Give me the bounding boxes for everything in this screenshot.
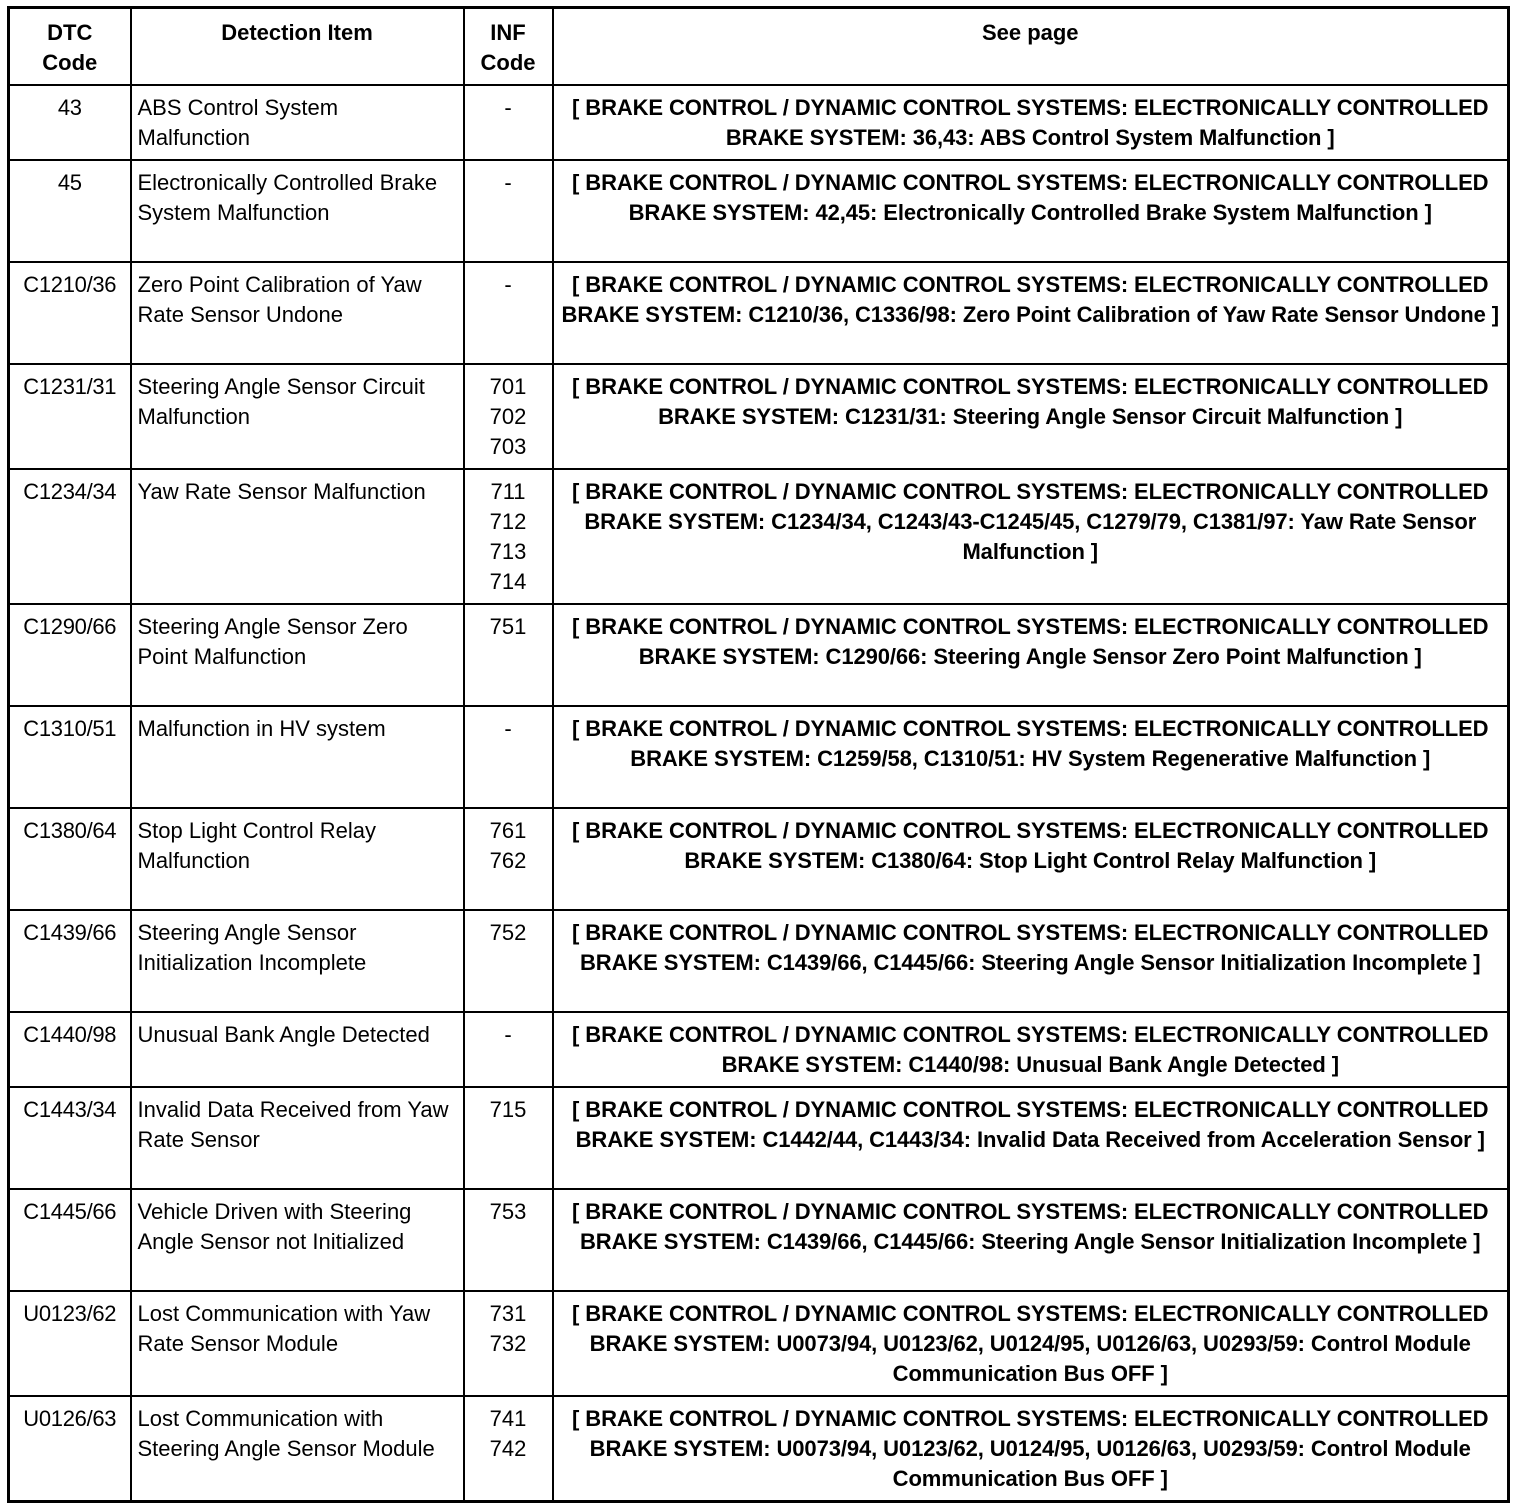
table-row <box>9 808 1509 910</box>
detection-item-cell: Steering Angle Sensor Circuit Malfunction <box>131 364 464 469</box>
dtc-code-cell: 45 <box>9 160 131 262</box>
inf-code-cell: 752 <box>464 910 553 1012</box>
inf-code-cell: 701 702 703 <box>464 364 553 469</box>
detection-item-cell: Steering Angle Sensor Initialization Incomplete <box>131 910 464 1012</box>
table-row <box>9 1396 1509 1502</box>
table-row <box>9 262 1509 364</box>
detection-item-cell: Lost Communication with Steering Angle Sensor Module <box>131 1396 464 1502</box>
detection-item-cell: Vehicle Driven with Steering Angle Sensor not Initialized <box>131 1189 464 1291</box>
detection-item-cell: Electronically Controlled Brake System Malfunction <box>131 160 464 262</box>
see-page-cell[interactable]: [ BRAKE CONTROL / DYNAMIC CONTROL SYSTEMS: ELECTRONICALLY CONTROLLED BRAKE SYSTEM: C1440/98: Unusual Bank Angle Detected ] <box>553 1012 1509 1087</box>
see-page-cell[interactable]: [ BRAKE CONTROL / DYNAMIC CONTROL SYSTEMS: ELECTRONICALLY CONTROLLED BRAKE SYSTEM: 36,43: ABS Control System Malfunction ] <box>553 85 1509 160</box>
see-page-cell[interactable]: [ BRAKE CONTROL / DYNAMIC CONTROL SYSTEMS: ELECTRONICALLY CONTROLLED BRAKE SYSTEM: 42,45: Electronically Controlled Brake System Malfunction ] <box>553 160 1509 262</box>
header-dtc-code: DTC Code <box>9 8 131 86</box>
table-row <box>9 160 1509 262</box>
inf-code-cell: 715 <box>464 1087 553 1189</box>
inf-code-cell: - <box>464 1012 553 1087</box>
detection-item-cell: ABS Control System Malfunction <box>131 85 464 160</box>
table-row <box>9 469 1509 604</box>
table-row <box>9 85 1509 160</box>
see-page-cell[interactable]: [ BRAKE CONTROL / DYNAMIC CONTROL SYSTEMS: ELECTRONICALLY CONTROLLED BRAKE SYSTEM: U0073/94, U0123/62, U0124/95, U0126/63, U0293/59: Control Module Communication Bus OFF ] <box>553 1396 1509 1502</box>
detection-item-cell: Lost Communication with Yaw Rate Sensor Module <box>131 1291 464 1396</box>
see-page-cell[interactable]: [ BRAKE CONTROL / DYNAMIC CONTROL SYSTEMS: ELECTRONICALLY CONTROLLED BRAKE SYSTEM: C1439/66, C1445/66: Steering Angle Sensor Initialization Incomplete ] <box>553 910 1509 1012</box>
inf-code-cell: 753 <box>464 1189 553 1291</box>
header-row <box>9 8 1509 86</box>
see-page-cell[interactable]: [ BRAKE CONTROL / DYNAMIC CONTROL SYSTEMS: ELECTRONICALLY CONTROLLED BRAKE SYSTEM: C1259/58, C1310/51: HV System Regenerative Malfunction ] <box>553 706 1509 808</box>
see-page-cell[interactable]: [ BRAKE CONTROL / DYNAMIC CONTROL SYSTEMS: ELECTRONICALLY CONTROLLED BRAKE SYSTEM: C1442/44, C1443/34: Invalid Data Received from Acceleration Sensor ] <box>553 1087 1509 1189</box>
table-row <box>9 910 1509 1012</box>
dtc-code-cell: C1445/66 <box>9 1189 131 1291</box>
dtc-code-cell: U0126/63 <box>9 1396 131 1502</box>
detection-item-cell: Malfunction in HV system <box>131 706 464 808</box>
dtc-code-cell: C1439/66 <box>9 910 131 1012</box>
see-page-cell[interactable]: [ BRAKE CONTROL / DYNAMIC CONTROL SYSTEMS: ELECTRONICALLY CONTROLLED BRAKE SYSTEM: C1234/34, C1243/43-C1245/45, C1279/79, C1381/97: Yaw Rate Sensor Malfunction ] <box>553 469 1509 604</box>
detection-item-cell: Stop Light Control Relay Malfunction <box>131 808 464 910</box>
dtc-code-cell: C1440/98 <box>9 1012 131 1087</box>
table-row <box>9 1189 1509 1291</box>
detection-item-cell: Invalid Data Received from Yaw Rate Sensor <box>131 1087 464 1189</box>
dtc-code-cell: C1443/34 <box>9 1087 131 1189</box>
dtc-code-cell: C1380/64 <box>9 808 131 910</box>
table-row <box>9 604 1509 706</box>
see-page-cell[interactable]: [ BRAKE CONTROL / DYNAMIC CONTROL SYSTEMS: ELECTRONICALLY CONTROLLED BRAKE SYSTEM: U0073/94, U0123/62, U0124/95, U0126/63, U0293/59: Control Module Communication Bus OFF ] <box>553 1291 1509 1396</box>
see-page-cell[interactable]: [ BRAKE CONTROL / DYNAMIC CONTROL SYSTEMS: ELECTRONICALLY CONTROLLED BRAKE SYSTEM: C1210/36, C1336/98: Zero Point Calibration of Yaw Rate Sensor Undone ] <box>553 262 1509 364</box>
inf-code-cell: 711 712 713 714 <box>464 469 553 604</box>
dtc-code-cell: U0123/62 <box>9 1291 131 1396</box>
dtc-code-cell: C1231/31 <box>9 364 131 469</box>
inf-code-cell: - <box>464 706 553 808</box>
table-row <box>9 1012 1509 1087</box>
detection-item-cell: Unusual Bank Angle Detected <box>131 1012 464 1087</box>
table-row <box>9 1291 1509 1396</box>
header-detection-item: Detection Item <box>131 8 464 86</box>
table-row <box>9 706 1509 808</box>
dtc-code-cell: C1290/66 <box>9 604 131 706</box>
see-page-cell[interactable]: [ BRAKE CONTROL / DYNAMIC CONTROL SYSTEMS: ELECTRONICALLY CONTROLLED BRAKE SYSTEM: C1380/64: Stop Light Control Relay Malfunction ] <box>553 808 1509 910</box>
see-page-cell[interactable]: [ BRAKE CONTROL / DYNAMIC CONTROL SYSTEMS: ELECTRONICALLY CONTROLLED BRAKE SYSTEM: C1290/66: Steering Angle Sensor Zero Point Malfunction ] <box>553 604 1509 706</box>
dtc-code-cell: C1234/34 <box>9 469 131 604</box>
detection-item-cell: Zero Point Calibration of Yaw Rate Sensor Undone <box>131 262 464 364</box>
inf-code-cell: 741 742 <box>464 1396 553 1502</box>
table-row <box>9 364 1509 469</box>
inf-code-cell: - <box>464 85 553 160</box>
see-page-cell[interactable]: [ BRAKE CONTROL / DYNAMIC CONTROL SYSTEMS: ELECTRONICALLY CONTROLLED BRAKE SYSTEM: C1231/31: Steering Angle Sensor Circuit Malfunction ] <box>553 364 1509 469</box>
detection-item-cell: Yaw Rate Sensor Malfunction <box>131 469 464 604</box>
inf-code-cell: 751 <box>464 604 553 706</box>
dtc-table <box>7 6 1510 1503</box>
header-see-page: See page <box>553 8 1509 86</box>
dtc-code-cell: 43 <box>9 85 131 160</box>
table-row <box>9 1087 1509 1189</box>
inf-code-cell: - <box>464 160 553 262</box>
see-page-cell[interactable]: [ BRAKE CONTROL / DYNAMIC CONTROL SYSTEMS: ELECTRONICALLY CONTROLLED BRAKE SYSTEM: C1439/66, C1445/66: Steering Angle Sensor Initialization Incomplete ] <box>553 1189 1509 1291</box>
dtc-code-cell: C1210/36 <box>9 262 131 364</box>
inf-code-cell: 761 762 <box>464 808 553 910</box>
header-inf-code: INF Code <box>464 8 553 86</box>
inf-code-cell: 731 732 <box>464 1291 553 1396</box>
dtc-code-cell: C1310/51 <box>9 706 131 808</box>
detection-item-cell: Steering Angle Sensor Zero Point Malfunction <box>131 604 464 706</box>
inf-code-cell: - <box>464 262 553 364</box>
